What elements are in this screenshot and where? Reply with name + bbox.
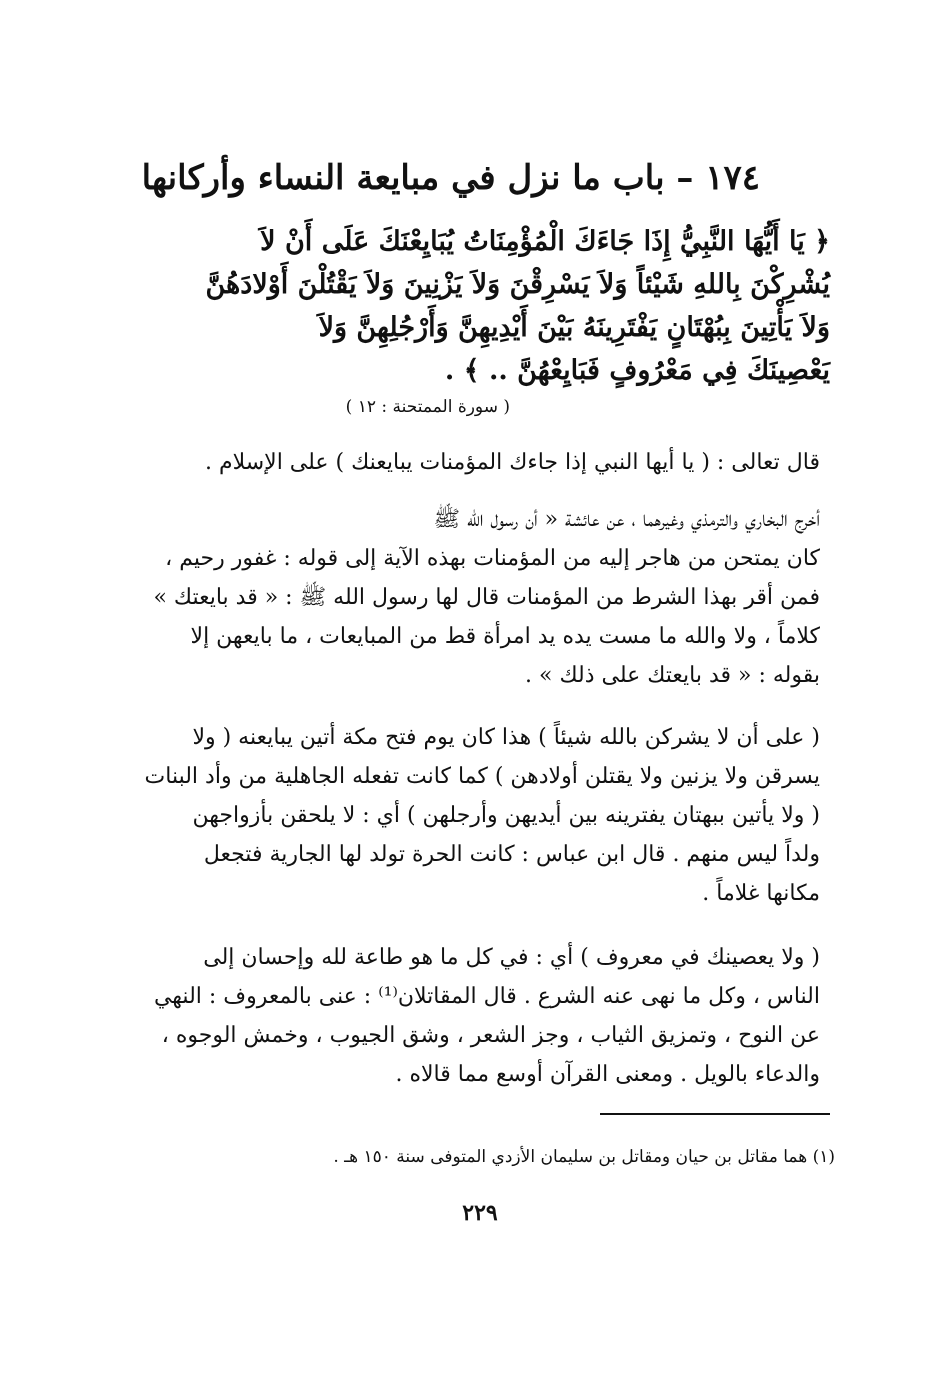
verse-line: وَلاَ يَأْتِينَ بِبُهْتَانٍ يَفْتَرِينَهُ بَيْنَ أَيْدِيهِنَّ وَأَرْجُلِهِنَّ وَلاَ bbox=[318, 312, 830, 343]
verse-line: يُشْرِكْنَ بِاللهِ شَيْئاً وَلاَ يَسْرِقْنَ وَلاَ يَزْنِينَ وَلاَ يَقْتُلْنَ أَوْلادَهُنَّ bbox=[205, 269, 830, 300]
paragraph-line: قال تعالى : ( يا أيها النبي إذا جاءك المؤمنات يبايعنك ) على الإسلام . bbox=[204, 450, 820, 475]
paragraph-line: عن النوح ، وتمزيق الثياب ، وجز الشعر ، وشق الجيوب ، وخمش الوجوه ، bbox=[161, 1023, 820, 1048]
paragraph-maruf bbox=[153, 938, 820, 1094]
paragraph-intro bbox=[160, 443, 820, 482]
paragraph-line: ( ولا يأتين ببهتان يفترينه بين أيديهن وأرجلهن ) أي : لا يلحقن بأزواجهن bbox=[192, 803, 820, 828]
verse-line: يَعْصِينَكَ فِي مَعْرُوفٍ فَبَايِعْهُنَّ .. ﴾ . bbox=[444, 355, 830, 386]
paragraph-line: ( ولا يعصينك في معروف ) أي : في كل ما هو طاعة لله وإحسان إلى bbox=[203, 945, 820, 970]
page-number: ٢٢٩ bbox=[462, 1200, 498, 1226]
paragraph-hadith bbox=[153, 500, 820, 695]
paragraph-explanation bbox=[144, 718, 820, 913]
verse-line: ﴿ يَا أَيُّهَا النَّبِيُّ إِذَا جَاءَكَ الْمُؤْمِنَاتُ يُبَايِعْنَكَ عَلَى أَنْ لاَ bbox=[260, 226, 830, 257]
paragraph-line: مكانها غلاماً . bbox=[702, 881, 820, 906]
paragraph-line: كان يمتحن من هاجر إليه من المؤمنات بهذه الآية إلى قوله : غفور رحيم ، bbox=[165, 546, 820, 571]
paragraph-line: ولداً ليس منهم . قال ابن عباس : كانت الحرة تولد لها الجارية فتجعل bbox=[203, 842, 820, 867]
paragraph-line: أخرج البخاري والترمذي وغيرهما ، عن عائشة « أن رسول الله ﷺ bbox=[433, 507, 820, 532]
verse-reference: ( سورة الممتحنة : ١٢ ) bbox=[345, 397, 510, 417]
chapter-heading: ١٧٤ – باب ما نزل في مبايعة النساء وأركانها bbox=[141, 158, 760, 198]
paragraph-line: يسرقن ولا يزنين ولا يقتلن أولادهن ) كما كانت تفعله الجاهلية من وأد البنات bbox=[144, 764, 820, 789]
paragraph-line: بقوله : « قد بايعتك على ذلك » . bbox=[525, 663, 820, 688]
paragraph-line: كلاماً ، ولا والله ما مست يده يد امرأة قط من المبايعات ، ما بايعهن إلا bbox=[190, 624, 820, 649]
paragraph-line: والدعاء بالويل . ومعنى القرآن أوسع مما قالاه . bbox=[395, 1062, 820, 1087]
paragraph-line: ( على أن لا يشركن بالله شيئاً ) هذا كان يوم فتح مكة أتين يبايعنه ( ولا bbox=[192, 725, 820, 750]
paragraph-line: فمن أقر بهذا الشرط من المؤمنات قال لها رسول الله ﷺ : « قد بايعتك » bbox=[153, 585, 820, 610]
footnote-divider bbox=[600, 1113, 830, 1115]
paragraph-line: الناس ، وكل ما نهى عنه الشرع . قال المقاتلان⁽¹⁾ : عنى بالمعروف : النهي bbox=[153, 984, 820, 1009]
quran-verse bbox=[150, 220, 830, 392]
footnote: (١) هما مقاتل بن حيان ومقاتل بن سليمان الأزدي المتوفى سنة ١٥٠ هـ . bbox=[333, 1147, 835, 1167]
